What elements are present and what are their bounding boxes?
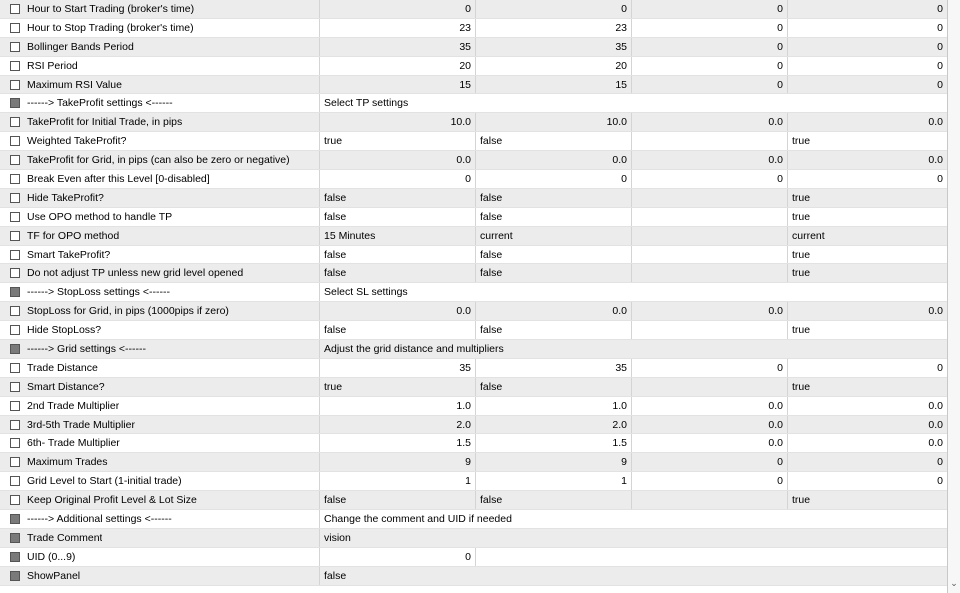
value-cell[interactable]: 35	[320, 38, 476, 56]
optimize-checkbox[interactable]	[10, 457, 20, 467]
table-row[interactable]	[0, 472, 947, 491]
step-cell[interactable]	[632, 208, 788, 226]
start-cell[interactable]: 23	[476, 19, 632, 37]
value-cell[interactable]: false	[320, 321, 476, 339]
stop-cell[interactable]: 0.0	[928, 305, 943, 318]
parameter-name-cell[interactable]	[0, 94, 320, 112]
value-cell[interactable]: 9	[320, 453, 476, 471]
parameter-label: Weighted TakeProfit?	[27, 135, 127, 148]
start-cell[interactable]: 9	[476, 453, 632, 471]
parameter-value-cell[interactable]: Select SL settings	[324, 286, 408, 299]
optimize-checkbox[interactable]	[10, 552, 20, 562]
optimize-checkbox[interactable]	[10, 268, 20, 278]
table-row[interactable]	[0, 76, 947, 95]
step-cell[interactable]: 0	[632, 57, 788, 75]
start-cell[interactable]: 0	[476, 170, 632, 188]
parameter-label: TakeProfit for Grid, in pips (can also be zero or negative)	[27, 154, 290, 167]
stop-cell[interactable]: 0.0	[928, 418, 943, 431]
stop-cell[interactable]: 0	[937, 456, 943, 469]
step-cell[interactable]: 0	[632, 38, 788, 56]
step-cell[interactable]	[632, 378, 788, 396]
value-cell[interactable]: 1	[320, 472, 476, 490]
optimize-checkbox[interactable]	[10, 174, 20, 184]
parameter-name-cell[interactable]	[0, 151, 320, 169]
stop-cell[interactable]: 0.0	[928, 437, 943, 450]
value-cell[interactable]: 35	[320, 359, 476, 377]
parameter-name-cell[interactable]	[0, 19, 320, 37]
step-cell[interactable]	[632, 264, 788, 282]
table-row[interactable]	[0, 19, 947, 38]
optimize-checkbox[interactable]	[10, 382, 20, 392]
parameter-label: Use OPO method to handle TP	[27, 210, 173, 223]
table-row[interactable]	[0, 510, 947, 529]
parameter-name-cell[interactable]	[0, 434, 320, 452]
start-cell[interactable]: false	[476, 264, 632, 282]
optimize-checkbox[interactable]	[10, 495, 20, 505]
parameter-name-cell[interactable]	[0, 264, 320, 282]
value-cell[interactable]: false	[320, 189, 476, 207]
stop-cell[interactable]: 0	[937, 21, 943, 34]
parameter-name-cell[interactable]	[0, 491, 320, 509]
optimize-checkbox[interactable]	[10, 117, 20, 127]
step-cell[interactable]	[632, 246, 788, 264]
step-cell[interactable]: 0	[632, 453, 788, 471]
parameter-label: 3rd-5th Trade Multiplier	[27, 418, 135, 431]
start-cell[interactable]: 1.0	[476, 397, 632, 415]
parameter-value-cell[interactable]: Adjust the grid distance and multipliers	[324, 342, 504, 355]
parameter-value-cell[interactable]: false	[324, 569, 347, 582]
table-row[interactable]	[0, 264, 947, 283]
parameter-label: TakeProfit for Initial Trade, in pips	[27, 116, 183, 129]
table-row[interactable]	[0, 378, 947, 397]
parameter-label: ShowPanel	[27, 569, 81, 582]
parameter-label: Hour to Start Trading (broker's time)	[27, 2, 195, 15]
table-row[interactable]	[0, 132, 947, 151]
step-cell[interactable]: 0.0	[632, 151, 788, 169]
optimize-checkbox[interactable]	[10, 533, 20, 543]
parameter-name-cell[interactable]	[0, 397, 320, 415]
parameter-value-cell[interactable]: Change the comment and UID if needed	[324, 512, 512, 525]
table-row[interactable]	[0, 434, 947, 453]
value-cell[interactable]: true	[320, 132, 476, 150]
optimize-checkbox[interactable]	[10, 476, 20, 486]
table-row[interactable]	[0, 416, 947, 435]
step-cell[interactable]	[632, 132, 788, 150]
start-cell[interactable]: 0.0	[476, 151, 632, 169]
parameter-name-cell[interactable]	[0, 472, 320, 490]
stop-cell[interactable]: 0	[937, 78, 943, 91]
start-cell[interactable]: 10.0	[476, 113, 632, 131]
table-row[interactable]	[0, 227, 947, 246]
parameter-name-cell[interactable]	[0, 208, 320, 226]
parameter-label: Break Even after this Level [0-disabled]	[27, 172, 210, 185]
parameter-name-cell[interactable]	[0, 113, 320, 131]
table-row[interactable]	[0, 208, 947, 227]
optimize-checkbox[interactable]	[10, 514, 20, 524]
value-cell[interactable]: 2.0	[320, 416, 476, 434]
table-row[interactable]	[0, 567, 947, 586]
parameter-name-cell[interactable]	[0, 246, 320, 264]
step-cell[interactable]	[632, 321, 788, 339]
start-cell[interactable]: current	[476, 227, 632, 245]
value-cell[interactable]: 10.0	[320, 113, 476, 131]
parameter-label: Keep Original Profit Level & Lot Size	[27, 494, 197, 507]
parameter-name-cell[interactable]	[0, 132, 320, 150]
parameter-name-cell[interactable]	[0, 283, 320, 301]
optimize-checkbox[interactable]	[10, 4, 20, 14]
parameter-name-cell[interactable]	[0, 302, 320, 320]
optimize-checkbox[interactable]	[10, 98, 20, 108]
step-cell[interactable]: 0	[632, 19, 788, 37]
stop-cell[interactable]: 0	[937, 475, 943, 488]
parameter-name-cell[interactable]	[0, 529, 320, 547]
step-cell[interactable]: 0	[632, 0, 788, 18]
parameter-label: Bollinger Bands Period	[27, 40, 134, 53]
parameter-label: Trade Distance	[27, 361, 98, 374]
start-cell[interactable]: false	[476, 246, 632, 264]
stop-cell[interactable]: true	[792, 324, 811, 337]
optimize-checkbox[interactable]	[10, 80, 20, 90]
parameter-value-cell[interactable]: Select TP settings	[324, 97, 409, 110]
start-cell[interactable]: false	[476, 491, 632, 509]
parameter-label: ------> TakeProfit settings <------	[27, 97, 173, 110]
value-cell[interactable]: false	[320, 208, 476, 226]
optimize-checkbox[interactable]	[10, 287, 20, 297]
value-cell[interactable]: 0.0	[320, 151, 476, 169]
table-row[interactable]	[0, 170, 947, 189]
start-cell[interactable]: false	[476, 321, 632, 339]
stop-cell[interactable]: true	[792, 494, 811, 507]
table-row[interactable]	[0, 57, 947, 76]
optimize-checkbox[interactable]	[10, 363, 20, 373]
parameter-name-cell[interactable]	[0, 57, 320, 75]
parameter-name-cell[interactable]	[0, 548, 320, 566]
stop-cell[interactable]: true	[792, 380, 811, 393]
optimize-checkbox[interactable]	[10, 193, 20, 203]
value-cell[interactable]: 15 Minutes	[320, 227, 476, 245]
table-row[interactable]	[0, 246, 947, 265]
stop-cell[interactable]: 0	[937, 40, 943, 53]
optimize-checkbox[interactable]	[10, 42, 20, 52]
optimize-checkbox[interactable]	[10, 325, 20, 335]
start-cell[interactable]: false	[476, 378, 632, 396]
table-row[interactable]	[0, 491, 947, 510]
parameter-label: Maximum RSI Value	[27, 78, 122, 91]
stop-cell[interactable]: current	[792, 229, 825, 242]
start-cell[interactable]: false	[476, 132, 632, 150]
table-row[interactable]	[0, 529, 947, 548]
value-cell[interactable]: 23	[320, 19, 476, 37]
start-cell[interactable]: 1	[476, 472, 632, 490]
parameter-name-cell[interactable]	[0, 170, 320, 188]
parameter-label: Smart TakeProfit?	[27, 248, 111, 261]
stop-cell[interactable]: 0.0	[928, 154, 943, 167]
chevron-down-icon[interactable]: ⌄	[950, 577, 958, 588]
stop-cell[interactable]: true	[792, 210, 811, 223]
optimize-checkbox[interactable]	[10, 231, 20, 241]
start-cell[interactable]: 0.0	[476, 302, 632, 320]
value-cell[interactable]: false	[320, 264, 476, 282]
step-cell[interactable]: 0	[632, 76, 788, 94]
value-cell[interactable]: 0	[320, 170, 476, 188]
optimize-checkbox[interactable]	[10, 571, 20, 581]
table-row[interactable]	[0, 453, 947, 472]
step-cell[interactable]	[632, 491, 788, 509]
stop-cell[interactable]: true	[792, 135, 811, 148]
stop-cell[interactable]: true	[792, 191, 811, 204]
optimize-checkbox[interactable]	[10, 61, 20, 71]
parameter-name-cell[interactable]	[0, 453, 320, 471]
start-cell[interactable]: 15	[476, 76, 632, 94]
optimize-checkbox[interactable]	[10, 401, 20, 411]
start-cell[interactable]: 20	[476, 57, 632, 75]
table-row[interactable]	[0, 397, 947, 416]
parameter-name-cell[interactable]	[0, 510, 320, 528]
start-cell[interactable]: 35	[476, 38, 632, 56]
table-row[interactable]	[0, 113, 947, 132]
parameter-name-cell[interactable]	[0, 227, 320, 245]
stop-cell[interactable]: 0	[937, 2, 943, 15]
table-row[interactable]	[0, 302, 947, 321]
table-row[interactable]	[0, 189, 947, 208]
parameter-label: ------> Grid settings <------	[27, 342, 146, 355]
table-row[interactable]	[0, 359, 947, 378]
parameter-label: 6th- Trade Multiplier	[27, 437, 120, 450]
table-row[interactable]	[0, 321, 947, 340]
table-row[interactable]	[0, 151, 947, 170]
optimize-checkbox[interactable]	[10, 136, 20, 146]
step-cell[interactable]: 0.0	[632, 302, 788, 320]
parameter-name-cell[interactable]	[0, 189, 320, 207]
optimize-checkbox[interactable]	[10, 438, 20, 448]
step-cell[interactable]: 0.0	[632, 397, 788, 415]
table-row[interactable]	[0, 0, 947, 19]
parameter-label: UID (0...9)	[27, 550, 76, 563]
stop-cell[interactable]: true	[792, 248, 811, 261]
parameter-name-cell[interactable]	[0, 340, 320, 358]
stop-cell[interactable]: 0	[937, 361, 943, 374]
start-cell[interactable]: 0	[476, 0, 632, 18]
table-row[interactable]	[0, 38, 947, 57]
parameter-label: ------> StopLoss settings <------	[27, 286, 170, 299]
parameter-name-cell[interactable]	[0, 359, 320, 377]
parameter-label: Do not adjust TP unless new grid level opened	[27, 267, 244, 280]
parameter-label: Grid Level to Start (1-initial trade)	[27, 475, 182, 488]
stop-cell[interactable]: 0.0	[928, 399, 943, 412]
optimize-checkbox[interactable]	[10, 212, 20, 222]
step-cell[interactable]: 0.0	[632, 113, 788, 131]
parameter-name-cell[interactable]	[0, 0, 320, 18]
table-row[interactable]	[0, 283, 947, 302]
optimize-checkbox[interactable]	[10, 250, 20, 260]
parameter-label: TF for OPO method	[27, 229, 120, 242]
parameter-name-cell[interactable]	[0, 378, 320, 396]
value-cell[interactable]: 1.0	[320, 397, 476, 415]
value-cell[interactable]: true	[320, 378, 476, 396]
parameter-label: Hide StopLoss?	[27, 324, 102, 337]
optimize-checkbox[interactable]	[10, 155, 20, 165]
parameter-name-cell[interactable]	[0, 76, 320, 94]
parameter-label: StopLoss for Grid, in pips (1000pips if zero)	[27, 305, 229, 318]
parameter-label: Trade Comment	[27, 531, 103, 544]
value-cell[interactable]: 20	[320, 57, 476, 75]
step-cell[interactable]: 0.0	[632, 434, 788, 452]
value-cell[interactable]: 15	[320, 76, 476, 94]
parameter-name-cell[interactable]	[0, 416, 320, 434]
step-cell[interactable]	[632, 227, 788, 245]
optimize-checkbox[interactable]	[10, 420, 20, 430]
value-cell[interactable]: false	[320, 246, 476, 264]
parameter-label: 2nd Trade Multiplier	[27, 399, 120, 412]
step-cell[interactable]	[632, 189, 788, 207]
parameter-name-cell[interactable]	[0, 567, 320, 585]
table-row[interactable]	[0, 94, 947, 113]
step-cell[interactable]: 0	[632, 359, 788, 377]
vertical-scrollbar[interactable]	[948, 0, 960, 593]
parameter-label: RSI Period	[27, 59, 78, 72]
parameter-label: Hide TakeProfit?	[27, 191, 104, 204]
start-cell[interactable]: 35	[476, 359, 632, 377]
step-cell[interactable]: 0	[632, 472, 788, 490]
parameter-label: Smart Distance?	[27, 380, 105, 393]
table-row[interactable]	[0, 548, 947, 567]
parameter-label: Maximum Trades	[27, 456, 108, 469]
stop-cell[interactable]: 0	[937, 59, 943, 72]
empty-cell	[476, 548, 947, 566]
table-row[interactable]	[0, 340, 947, 359]
value-cell[interactable]: 0	[320, 548, 476, 566]
parameter-name-cell[interactable]	[0, 38, 320, 56]
step-cell[interactable]: 0.0	[632, 416, 788, 434]
optimize-checkbox[interactable]	[10, 344, 20, 354]
stop-cell[interactable]: 0	[937, 172, 943, 185]
parameter-value-cell[interactable]: vision	[324, 531, 351, 544]
value-cell[interactable]: false	[320, 491, 476, 509]
stop-cell[interactable]: true	[792, 267, 811, 280]
parameter-name-cell[interactable]	[0, 321, 320, 339]
value-cell[interactable]: 1.5	[320, 434, 476, 452]
start-cell[interactable]: 2.0	[476, 416, 632, 434]
value-cell[interactable]: 0.0	[320, 302, 476, 320]
optimize-checkbox[interactable]	[10, 306, 20, 316]
start-cell[interactable]: 1.5	[476, 434, 632, 452]
start-cell[interactable]: false	[476, 208, 632, 226]
parameter-label: Hour to Stop Trading (broker's time)	[27, 21, 194, 34]
start-cell[interactable]: false	[476, 189, 632, 207]
optimize-checkbox[interactable]	[10, 23, 20, 33]
parameter-label: ------> Additional settings <------	[27, 512, 172, 525]
step-cell[interactable]: 0	[632, 170, 788, 188]
stop-cell[interactable]: 0.0	[928, 116, 943, 129]
value-cell[interactable]: 0	[320, 0, 476, 18]
